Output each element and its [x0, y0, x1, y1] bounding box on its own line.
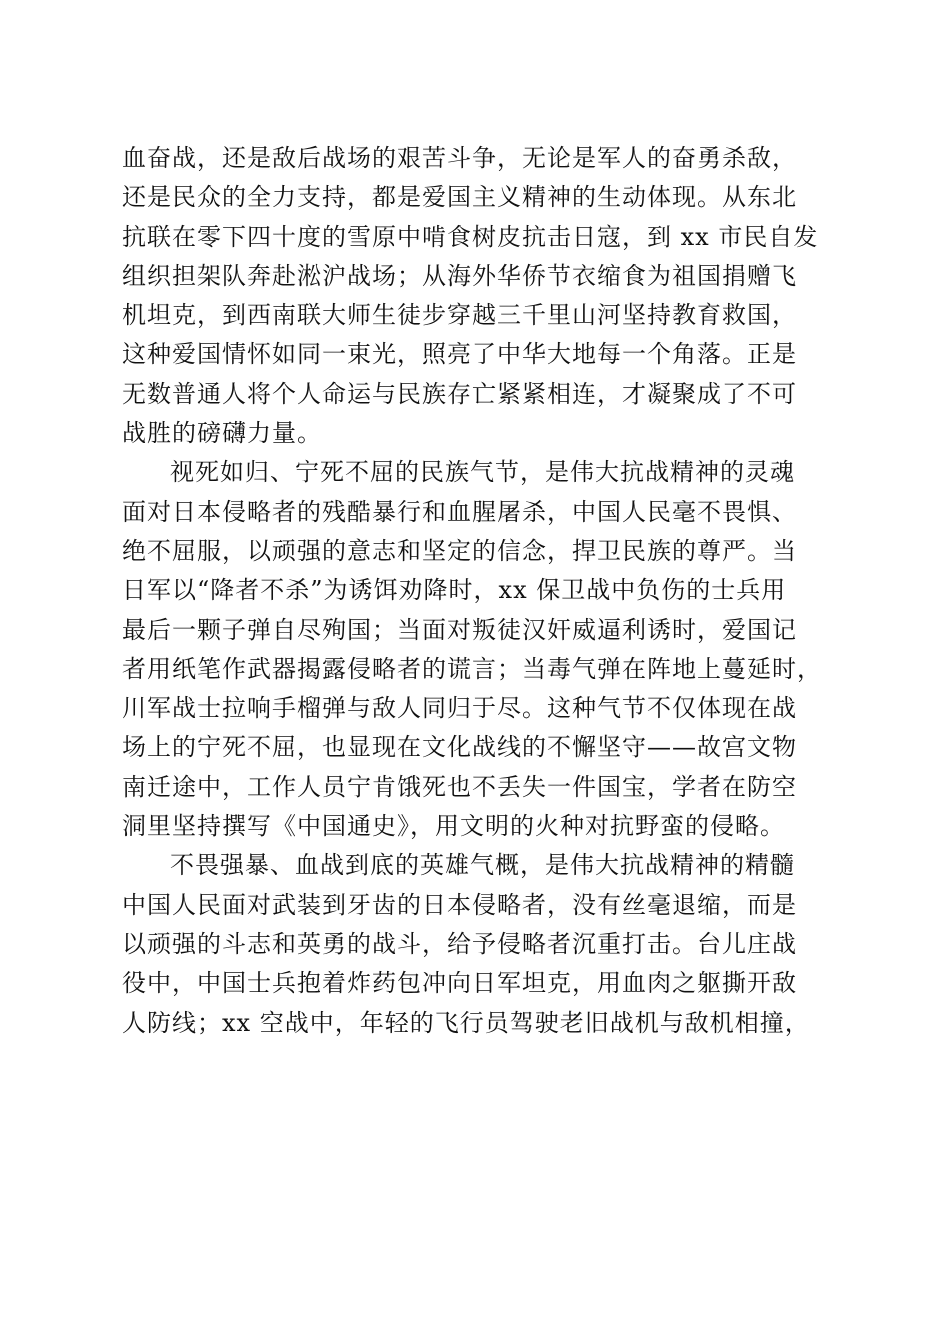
document-body — [122, 139, 830, 1043]
text-line: 还是民众的全力支持，都是爱国主义精神的生动体现。从东北 — [122, 183, 797, 212]
text-line: 这种爱国情怀如同一束光，照亮了中华大地每一个角落。正是 — [122, 340, 797, 369]
text-line: 机坦克，到西南联大师生徒步穿越三千里山河坚持教育救国， — [122, 301, 797, 330]
text-line: 抗联在零下四十度的雪原中啃食树皮抗击日寇，到 xx 市民自发 — [122, 222, 819, 251]
text-line: 视死如归、宁死不屈的民族气节，是伟大抗战精神的灵魂 — [170, 458, 795, 487]
paragraph-national-integrity — [122, 453, 830, 846]
text-line: 不畏强暴、血战到底的英雄气概，是伟大抗战精神的精髓 — [170, 851, 795, 880]
text-line: 绝不屈服，以顽强的意志和坚定的信念，捍卫民族的尊严。当 — [122, 536, 797, 565]
text-line: 人防线；xx 空战中，年轻的飞行员驾驶老旧战机与敌机相撞， — [122, 1008, 810, 1037]
text-line: 战胜的磅礴力量。 — [122, 419, 322, 448]
text-line: 日军以“降者不杀”为诱饵劝降时，xx 保卫战中负伤的士兵用 — [122, 576, 787, 605]
text-line: 以顽强的斗志和英勇的战斗，给予侵略者沉重打击。台儿庄战 — [122, 929, 797, 958]
text-line: 场上的宁死不屈，也显现在文化战线的不懈坚守——故宫文物 — [122, 733, 797, 762]
paragraph-heroic-spirit — [122, 846, 830, 1042]
text-line: 中国人民面对武装到牙齿的日本侵略者，没有丝毫退缩，而是 — [122, 890, 797, 919]
text-line: 役中，中国士兵抱着炸药包冲向日军坦克，用血肉之躯撕开敌 — [122, 969, 797, 998]
text-line: 洞里坚持撰写《中国通史》，用文明的火种对抗野蛮的侵略。 — [122, 812, 785, 841]
text-line: 无数普通人将个人命运与民族存亡紧紧相连，才凝聚成了不可 — [122, 379, 797, 408]
text-line: 川军战士拉响手榴弹与敌人同归于尽。这种气节不仅体现在战 — [122, 694, 797, 723]
text-line: 者用纸笔作武器揭露侵略者的谎言；当毒气弹在阵地上蔓延时， — [122, 654, 822, 683]
text-line: 最后一颗子弹自尽殉国；当面对叛徒汉奸威逼利诱时，爱国记 — [122, 615, 797, 644]
text-line: 组织担架队奔赴淞沪战场；从海外华侨节衣缩食为祖国捐赠飞 — [122, 261, 797, 290]
text-line: 南迁途中，工作人员宁肯饿死也不丢失一件国宝，学者在防空 — [122, 772, 797, 801]
text-line: 血奋战，还是敌后战场的艰苦斗争，无论是军人的奋勇杀敌， — [122, 144, 797, 172]
text-line: 面对日本侵略者的残酷暴行和血腥屠杀，中国人民毫不畏惧、 — [122, 497, 797, 526]
paragraph-patriotism — [122, 139, 830, 453]
